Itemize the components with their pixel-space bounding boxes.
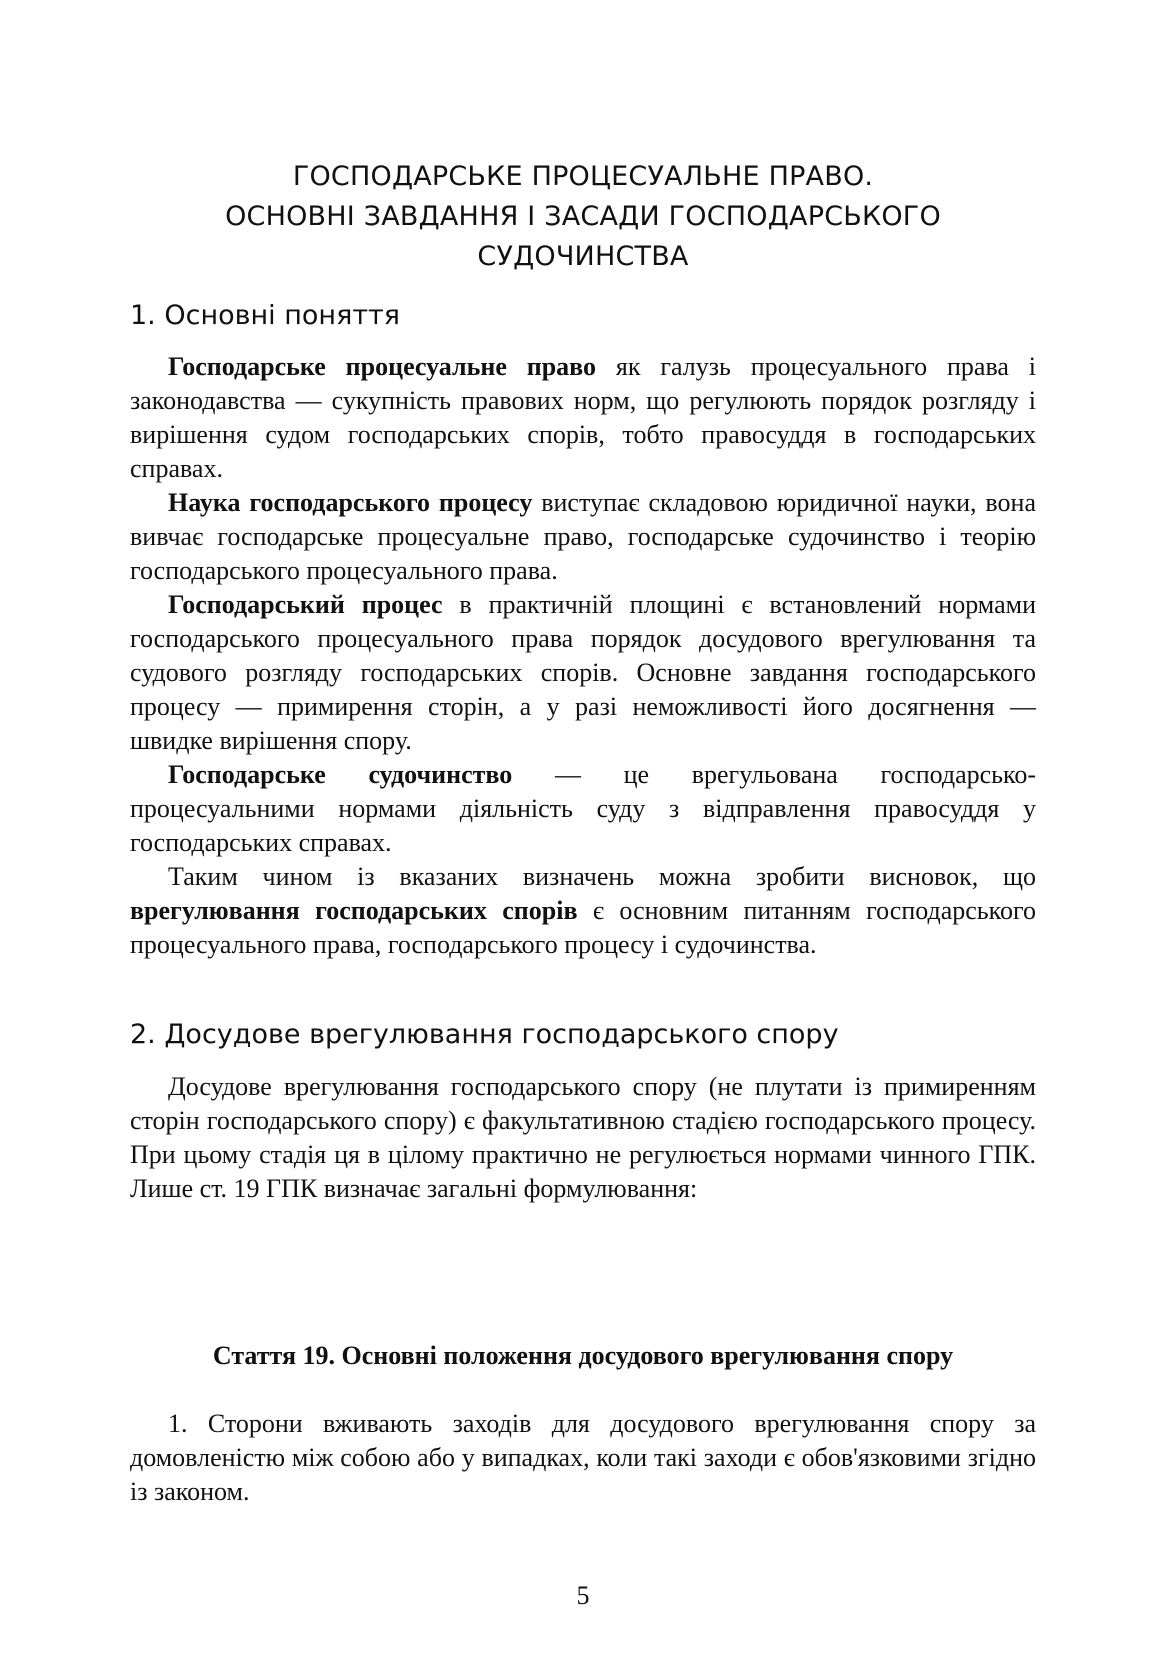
paragraph-judiciary (130, 758, 1036, 860)
title-line-2: ОСНОВНІ ЗАВДАННЯ І ЗАСАДИ ГОСПОДАРСЬКОГО (225, 201, 941, 232)
paragraph-text: в практичній площині є встановлений нормами господарського процесуального права порядок досудового врегулювання та судового розгляду господарських спорів. Основне завдання господарського процесу — примирення сторін, а у разі неможливості його досягнення — швидке вирішення спору. (130, 590, 1036, 755)
section-2-heading: 2. Досудове врегулювання господарського спору (130, 1019, 839, 1050)
paragraph-text: — це врегульована господарсько-процесуальними нормами діяльність суду з відправлення правосуддя у господарських справах. (130, 760, 1037, 857)
article-19-paragraph-1: 1. Сторони вживають заходів для досудового врегулювання спору за домовленістю між собою або у випадках, коли такі заходи є обов'язковими згідно із законом. (130, 1409, 1036, 1506)
paragraph-text: Таким чином із вказаних визначень можна зробити висновок, що (168, 862, 1036, 891)
title-line-3: СУДОЧИНСТВА (477, 241, 689, 272)
term-dispute-settlement: врегулювання господарських спорів (130, 896, 578, 925)
section-1-heading: 1. Основні поняття (130, 300, 401, 331)
term-procedural-law: Господарське процесуальне право (168, 352, 597, 381)
article-19-title: Стаття 19. Основні положення досудового врегулювання спору (212, 1341, 954, 1370)
paragraph-conclusion (130, 860, 1036, 962)
paragraph-procedural-law (130, 350, 1036, 486)
term-judiciary: Господарське судочинство (168, 760, 513, 789)
paragraph-text: як галузь процесуального права і законодавства — сукупність правових норм, що регулюють порядок розгляду і вирішення судом господарських спорів, тобто правосуддя в господарських справах. (130, 352, 1037, 483)
section-2-body (130, 1070, 1036, 1206)
term-science: Наука господарського процесу (168, 488, 533, 517)
title-line-1: ГОСПОДАРСЬКЕ ПРОЦЕСУАЛЬНЕ ПРАВО. (292, 161, 874, 192)
paragraph-pretrial: Досудове врегулювання господарського спору (не плутати із примиренням сторін господарського спору) є факультативною стадією господарського процесу. При цьому стадія ця в цілому практично не регулюється нормами чинного ГПК. Лише ст. 19 ГПК визначає загальні формулювання: (130, 1072, 1036, 1203)
paragraph-process (130, 588, 1036, 758)
paragraph-text: виступає складовою юридичної науки, вона вивчає господарське процесуальне право, господарське судочинство і теорію господарського процесуального права. (130, 488, 1036, 585)
term-process: Господарський процес (168, 590, 443, 619)
article-19-body (130, 1407, 1036, 1509)
section-1-body (130, 350, 1036, 962)
page-title (150, 157, 1016, 277)
paragraph-science (130, 486, 1036, 588)
paragraph-text: є основним питанням господарського процесуального права, господарського процесу і судочинства. (130, 896, 1036, 959)
page-number: 5 (576, 1581, 590, 1610)
